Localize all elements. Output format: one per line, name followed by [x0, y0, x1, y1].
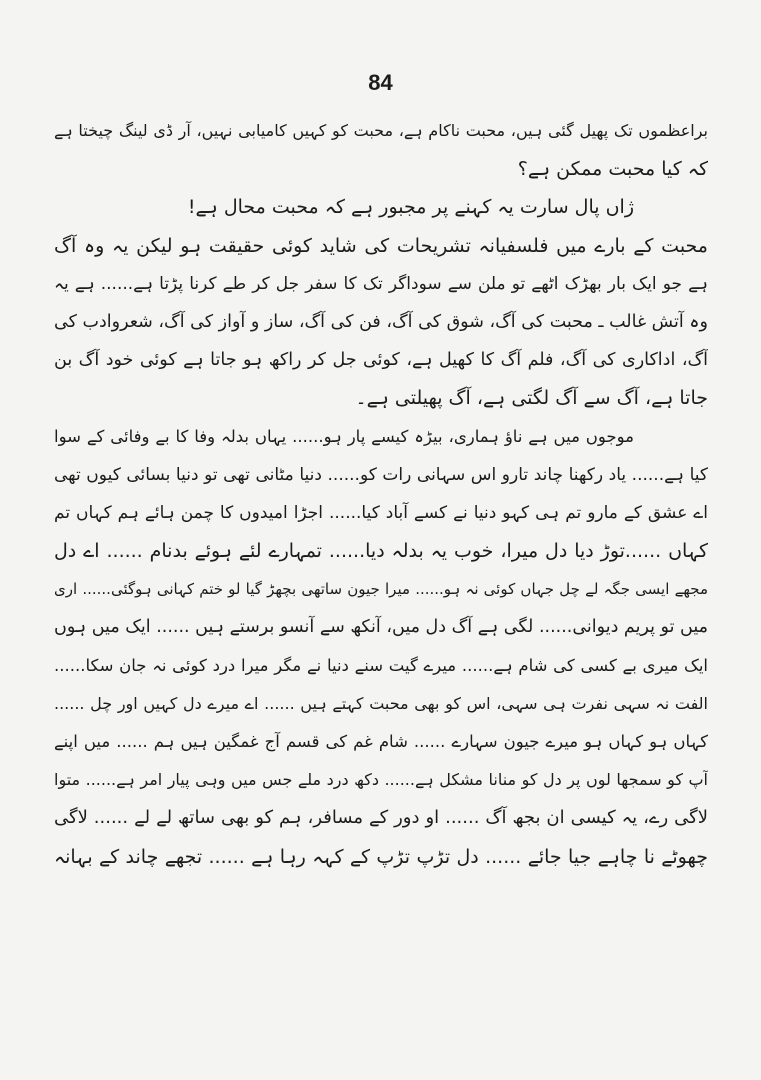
text-line: میں تو پریم دیوانی...... لگی ہے آگ دل میں، آنکھ سے آنسو برستے ہیں ...... ایک میں ہوں [54, 617, 708, 638]
text-line: ہے جو ایک بار بھڑک اٹھے تو ملن سے سوداگر تک کا سفر جل کر طے کرنا پڑتا ہے...... ہے یہ [54, 273, 708, 294]
text-line: لاگی رے، یہ کیسی ان بجھ آگ ...... او دور کے مسافر، ہم کو بھی ساتھ لے لے ...... لاگی [54, 807, 708, 829]
text-line: اے عشق کے مارو تم ہی کہو دنیا نے کسے آباد کیا...... اجڑا امیدوں کا چمن ہائے ہم کہاں تم [54, 502, 708, 523]
text-line: کہاں ہو کہاں ہو میرے جیون سہارے ...... شام غم کی قسم آج غمگین ہیں ہم ...... میں اپنے [54, 732, 708, 751]
text-line: وہ آتش غالب ـ محبت کی آگ، شوق کی آگ، فن کی آگ، ساز و آواز کی آگ، شعروادب کی [54, 311, 708, 332]
text-line: آپ کو سمجھا لوں پر دل کو منانا مشکل ہے...... دکھ درد ملے جس میں وہی پیار امر ہے...... متوا [54, 770, 708, 790]
text-line: آگ، اداکاری کی آگ، فلم آگ کا کھیل ہے، کوئی جل کر راکھ ہو جاتا ہے کوئی خود آگ بن [54, 350, 708, 371]
page-number: 84 [368, 70, 393, 95]
text-line: جاتا ہے، آگ سے آگ لگتی ہے، آگ پھیلتی ہے۔ [355, 387, 708, 410]
text-line: کہاں ......توڑ دیا دل میرا، خوب یہ بدلہ دیا...... تمہارے لئے ہوئے بدنام ...... اے دل [54, 540, 708, 563]
text-line: ژاں پال سارت یہ کہنے پر مجبور ہے کہ محبت محال ہے! [187, 196, 634, 219]
text-line: مجھے ایسی جگہ لے چل جہاں کوئی نہ ہو...... میرا جیون ساتھی بچھڑ گیا لو ختم کہانی ہوگئی...... اری [54, 580, 708, 599]
text-line: ایک میری بے کسی کی شام ہے...... میرے گیت سنے دنیا نے مگر میرا درد کوئی نہ جان سکا...... [54, 655, 708, 675]
text-line: چھوٹے نا چاہے جیا جائے ...... دل تڑپ تڑپ کے کہہ رہا ہے ...... تجھے چاند کے بہانہ [54, 845, 708, 868]
body-text [54, 112, 708, 876]
text-line: الفت نہ سہی نفرت ہی سہی، اس کو بھی محبت کہتے ہیں ...... اے میرے دل کہیں اور چل ...... [54, 693, 708, 713]
text-line: براعظموں تک پھیل گئی ہیں، محبت ناکام ہے، محبت کو کہیں کامیابی نہیں، آر ڈی لینگ چیختا ہے [54, 121, 708, 140]
text-line: محبت کے بارے میں فلسفیانہ تشریحات کی شاید کوئی حقیقت ہو لیکن یہ وہ آگ [54, 234, 708, 257]
text-line: کیا ہے...... یاد رکھنا چاند تارو اس سہانی رات کو...... دنیا مٹانی تھی تو دنیا بسائی کیوں تھی [54, 464, 708, 485]
text-line: کہ کیا محبت ممکن ہے؟ [517, 158, 708, 181]
text-line: موجوں میں ہے ناؤ ہماری، بیڑہ کیسے پار ہو...... یہاں بدلہ وفا کا بے وفائی کے سوا [54, 426, 634, 446]
